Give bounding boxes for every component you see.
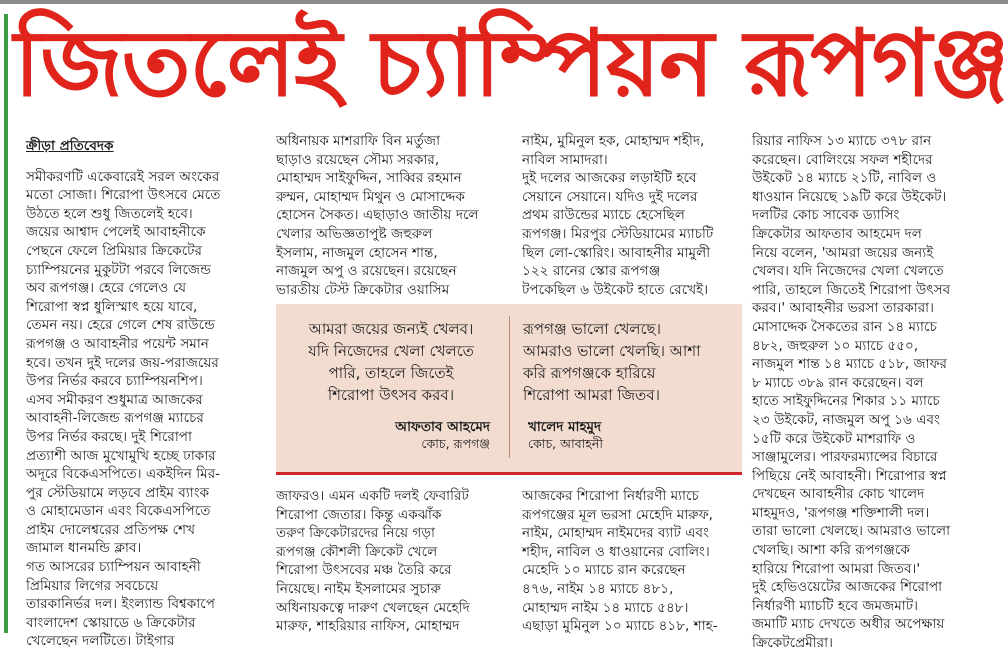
text-line: তারকানির্ভর দল। ইংল্যান্ড বিশ্বকাপে (26, 596, 215, 613)
quote-box (276, 304, 742, 475)
article-column-3-top (522, 132, 752, 299)
text-line: রিয়ার নাফিস ১৩ ম্যাচে ৩৭৮ রান (752, 133, 932, 149)
text-line: খেলেছেন দলটিতে। টাইগার (26, 633, 175, 650)
text-line: নাইম, মুমিনুল হক, মোহাম্মদ শহীদ, (522, 133, 705, 149)
text-line: অব রূপগঞ্জ। হেরে গেলেও যে (26, 280, 187, 297)
text-line: হবে। তখন দুই দলের জয়-পরাজয়ের (26, 354, 219, 371)
text-line: অদূরে বিকেএসপিতে। একইদিন মির- (26, 466, 221, 483)
text-line: জামাল ধানমন্ডি ক্লাব। (26, 540, 142, 557)
text-line: তরুণ ক্রিকেটারদের নিয়ে গড়া (276, 525, 435, 542)
text-line: শিরোপা স্বপ্ন ধুলিস্মাৎ হয়ে যাবে, (26, 298, 198, 315)
headline: জিতলেই চ্যাম্পিয়ন রূপগঞ্জ (14, 10, 1008, 117)
text-line: খেলব। যদি নিজেদের খেলা খেলতে (752, 263, 944, 280)
text-line: প্রথম রাউন্ডের ম্যাচে হেসেছিল (522, 207, 685, 224)
text-line: পারি, তাহলে জিতেই শিরোপা উৎসব (752, 281, 951, 298)
text-line: উপর নির্ভর করবে চ্যাম্পিয়নশিপ। (26, 373, 203, 390)
text-line: ক্রিকেটপ্রেমীরা। (752, 635, 833, 652)
text-line: আমরা জয়ের জন্যই খেলব। (308, 320, 474, 338)
text-line: ১৫টি করে উইকেট মাশরাফি ও (752, 430, 916, 447)
quote-khaled-name: খালেদ মাহমুদ (528, 419, 602, 435)
text-line: করব।' আবাহনীর ভরসা তারকারা। (752, 300, 934, 317)
article-column-3-bottom (522, 487, 752, 636)
article-column-4 (752, 132, 1004, 653)
text-line: মতো সোজা। শিরোপা উৎসবে মেতে (26, 187, 221, 204)
quote-aftab-name: আফতাব আহমেদ (395, 419, 490, 435)
text-line: রূপগঞ্জ কৌশলী ক্রিকেট খেলে (276, 543, 438, 560)
text-line: সমীকরণটি একেবারেই সরল অংকের (26, 168, 220, 185)
text-line: ইসলাম, নাজমুল হোসেন শান্ত, (276, 244, 438, 261)
text-line: শিরোপা উৎসব করব। (327, 386, 455, 404)
quote-khaled-text (523, 318, 733, 406)
article-column-1 (26, 137, 248, 651)
text-line: অধিনায়ক মাশরাফি বিন মর্তুজা (276, 133, 441, 149)
text-line: নির্ধারণী ম্যাচটি হবে জমজমাট। (752, 597, 918, 614)
text-line: টপকেছিল ৬ উইকেট হাতে রেখেই। (522, 281, 709, 298)
text-line: ক্রিকেটার আফতাব আহমেদ দল (752, 225, 922, 242)
text-line: রূপগঞ্জ। মিরপুর স্টেডিয়ামের ম্যাচটি (522, 225, 714, 242)
text-line: নিয়ে বলেন, 'আমরা জয়ের জন্যই (752, 244, 934, 261)
text-line: এসব সমীকরণ শুধুমাত্র আজকের (26, 391, 203, 408)
quote-khaled-role: কোচ, আবাহনী (528, 436, 603, 451)
text-line: প্রত্যাশী আজ মুখোমুখি হচ্ছে ঢাকার (26, 447, 216, 464)
text-line: ৪৮২, জহুরুল ১০ ম্যাচে ৫৫০, (752, 337, 919, 354)
text-line: দুই দলের আজকের লড়াইটি হবে (522, 170, 697, 187)
quote-aftab-text (288, 318, 494, 406)
text-line: জয়ের আশ্বাদ পেলেই আবাহনীকে (26, 224, 206, 241)
text-line: মেহেদি ১০ ম্যাচে রান করেছেন (522, 562, 686, 579)
text-line: মোহাম্মদ নাইম ১৪ ম্যাচে ৫৪৮। (522, 599, 689, 616)
text-line: উপর নির্ভর করছে। দুই শিরোপা (26, 428, 192, 445)
text-line: করি রূপগঞ্জকে হারিয়ে (523, 364, 656, 382)
text-line: এছাড়া মুমিনুল ১০ ম্যাচে ৪১৮, শাহ- (522, 618, 718, 635)
text-line: পারি, তাহলে জিতেই (328, 364, 454, 382)
text-line: রূপগঞ্জ ও আবাহনীর পয়েন্ট সমান (26, 335, 209, 352)
text-line: ছিল লো-স্কোরিং। আবাহনীর মামুলী (522, 244, 711, 261)
byline: ক্রীড়া প্রতিবেদক (26, 138, 114, 154)
text-line: মোসাদ্দেক সৈকতের রান ১৪ ম্যাচে (752, 318, 937, 335)
text-line: মারুফ, শাহরিয়ার নাফিস, মোহাম্মদ (276, 618, 460, 635)
text-line: দুই হেভিওয়েটের আজকের শিরোপা (752, 579, 943, 596)
text-line: নাবিল সামাদরা। (522, 151, 608, 168)
text-line: খেলছি। আশা করি রূপগঞ্জকে (752, 542, 910, 559)
text-line: ছাড়াও রয়েছেন সৌম্য সরকার, (276, 151, 440, 168)
text-line: চ্যাম্পিয়নের মুকুটটা পরবে লিজেন্ড (26, 261, 211, 278)
column-1-text (26, 168, 248, 651)
text-line: আমরাও ভালো খেলছি। আশা (523, 342, 701, 360)
text-line: রূপগঞ্জ ভালো খেলছে। (523, 320, 661, 338)
text-line: ধাওয়ান নিয়েছে ১৯টি করে উইকেট। (752, 188, 947, 205)
text-line: জমাটি ম্যাচ দেখতে অধীর অপেক্ষায় (752, 616, 945, 633)
text-line: হাতে সাইফুদ্দিনের শিকার ১১ ম্যাচে (752, 393, 940, 410)
text-line: উইকেট ১৪ ম্যাচে ২১টি, নাবিল ও (752, 170, 937, 187)
text-line: জাফরও। এমন একটি দলই ফেবারিট (276, 488, 469, 504)
text-line: বাংলাদেশ স্কোয়াডে ৬ ক্রিকেটার (26, 614, 196, 631)
text-line: শিরোপা আমরা জিতব। (523, 386, 660, 404)
text-line: ২৩ উইকেট, নাজমুল অপু ১৬ এবং (752, 411, 940, 428)
text-line: মাহমুদও, 'রূপগঞ্জ শক্তিশালী দল। (752, 504, 930, 521)
text-line: আবাহনী-লিজেন্ড রূপগঞ্জ ম্যাচের (26, 410, 204, 427)
text-line: প্রাইম দোলেশ্বরের প্রতিপক্ষ শেখ (26, 521, 195, 538)
text-line: মোহাম্মদ সাইফুদ্দিন, সাব্বির রহমান (276, 170, 462, 187)
text-line: ও মোহামেডান এবং বিকেএসপিতে (26, 503, 211, 520)
text-line: নাইম, মোহাম্মদ নাইমদের ব্যাট এবং (522, 525, 709, 542)
text-line: রূপগঞ্জের মূল ভরসা মেহেদি মারুফ, (522, 506, 713, 523)
text-line: পুর স্টেডিয়ামে লড়বে প্রাইম ব্যাংক (26, 484, 210, 501)
text-line: দেখছেন আবাহনীর কোচ খালেদ (752, 486, 925, 503)
text-line: পেছনে ফেলে প্রিমিয়ার ক্রিকেটের (26, 242, 203, 259)
text-line: যদি নিজেদের খেলা খেলতে (308, 342, 474, 360)
text-line: ১২২ রানের স্কোর রূপগঞ্জ (522, 263, 661, 280)
text-line: নাজমুল শান্ত ১৪ ম্যাচে ৫১৮, জাফর (752, 356, 948, 373)
text-line: ভারতীয় টেস্ট ক্রিকেটার ওয়াসিম (276, 281, 450, 298)
text-line: ৪৭৬, নাইম ১৪ ম্যাচে ৪৮১, (522, 580, 674, 597)
text-line: শিরোপা উৎসবের মঞ্চ তৈরি করে (276, 562, 452, 579)
text-line: হোসেন সৈকত। এছাড়াও জাতীয় দলে (276, 207, 479, 224)
text-line: পিছিয়ে নেই আবাহনী। শিরোপার স্বপ্ন (752, 467, 947, 484)
text-line: দলটির কোচ সাবেক ড্যাসিং (752, 207, 900, 224)
quote-aftab-role: কোচ, রূপগঞ্জ (421, 436, 490, 451)
text-line: নাজমুল অপু ও রয়েছেন। রয়েছেন (276, 263, 457, 280)
text-line: খেলার অভিজ্ঞতাপুষ্ট জহুরুল (276, 225, 433, 242)
text-line: হারিয়ে শিরোপা আমরা জিতব।' (752, 560, 921, 577)
article-column-2-bottom (276, 487, 506, 636)
text-line: ৮ ম্যাচে ৩৮৯ রান করেছেন। বল (752, 374, 924, 391)
text-line: উঠতে হলে শুধু জিতলেই হবে। (26, 205, 193, 222)
text-line: তেমন নয়। হেরে গেলে শেষ রাউন্ডে (26, 317, 215, 334)
article-column-2-top (276, 132, 506, 299)
text-line: তারা ভালো খেলছে। আমরাও ভালো (752, 523, 951, 540)
quote-divider (509, 316, 510, 458)
text-line: শহীদ, নাবিল ও ধাওয়ানের বোলিং। (522, 543, 710, 560)
text-line: সেয়ানে সেয়ানে। যদিও দুই দলের (522, 188, 698, 205)
text-line: অধিনায়কত্বে দারুণ খেলছেন মেহেদি (276, 599, 470, 616)
text-line: করেছেন। বোলিংয়ে সফল শহীদের (752, 151, 933, 168)
text-line: শিরোপা জেতার। কিন্তু একঝাঁক (276, 506, 442, 523)
green-margin-bar (4, 14, 8, 633)
text-line: প্রিমিয়ার লিগের সবচেয়ে (26, 577, 159, 594)
text-line: সাঞ্জামুলের। পারফরম্যান্সের বিচারে (752, 449, 938, 466)
text-line: রুম্মন, মোহাম্মদ মিথুন ও মোসাদ্দেক (276, 188, 465, 205)
text-line: গত আসরের চ্যাম্পিয়ন আবাহনী (26, 559, 201, 576)
text-line: আজকের শিরোপা নির্ধারণী ম্যাচে (522, 488, 699, 504)
top-rule (0, 0, 1008, 4)
text-line: নিয়েছে। নাইম ইসলামের সুচারু (276, 580, 441, 597)
